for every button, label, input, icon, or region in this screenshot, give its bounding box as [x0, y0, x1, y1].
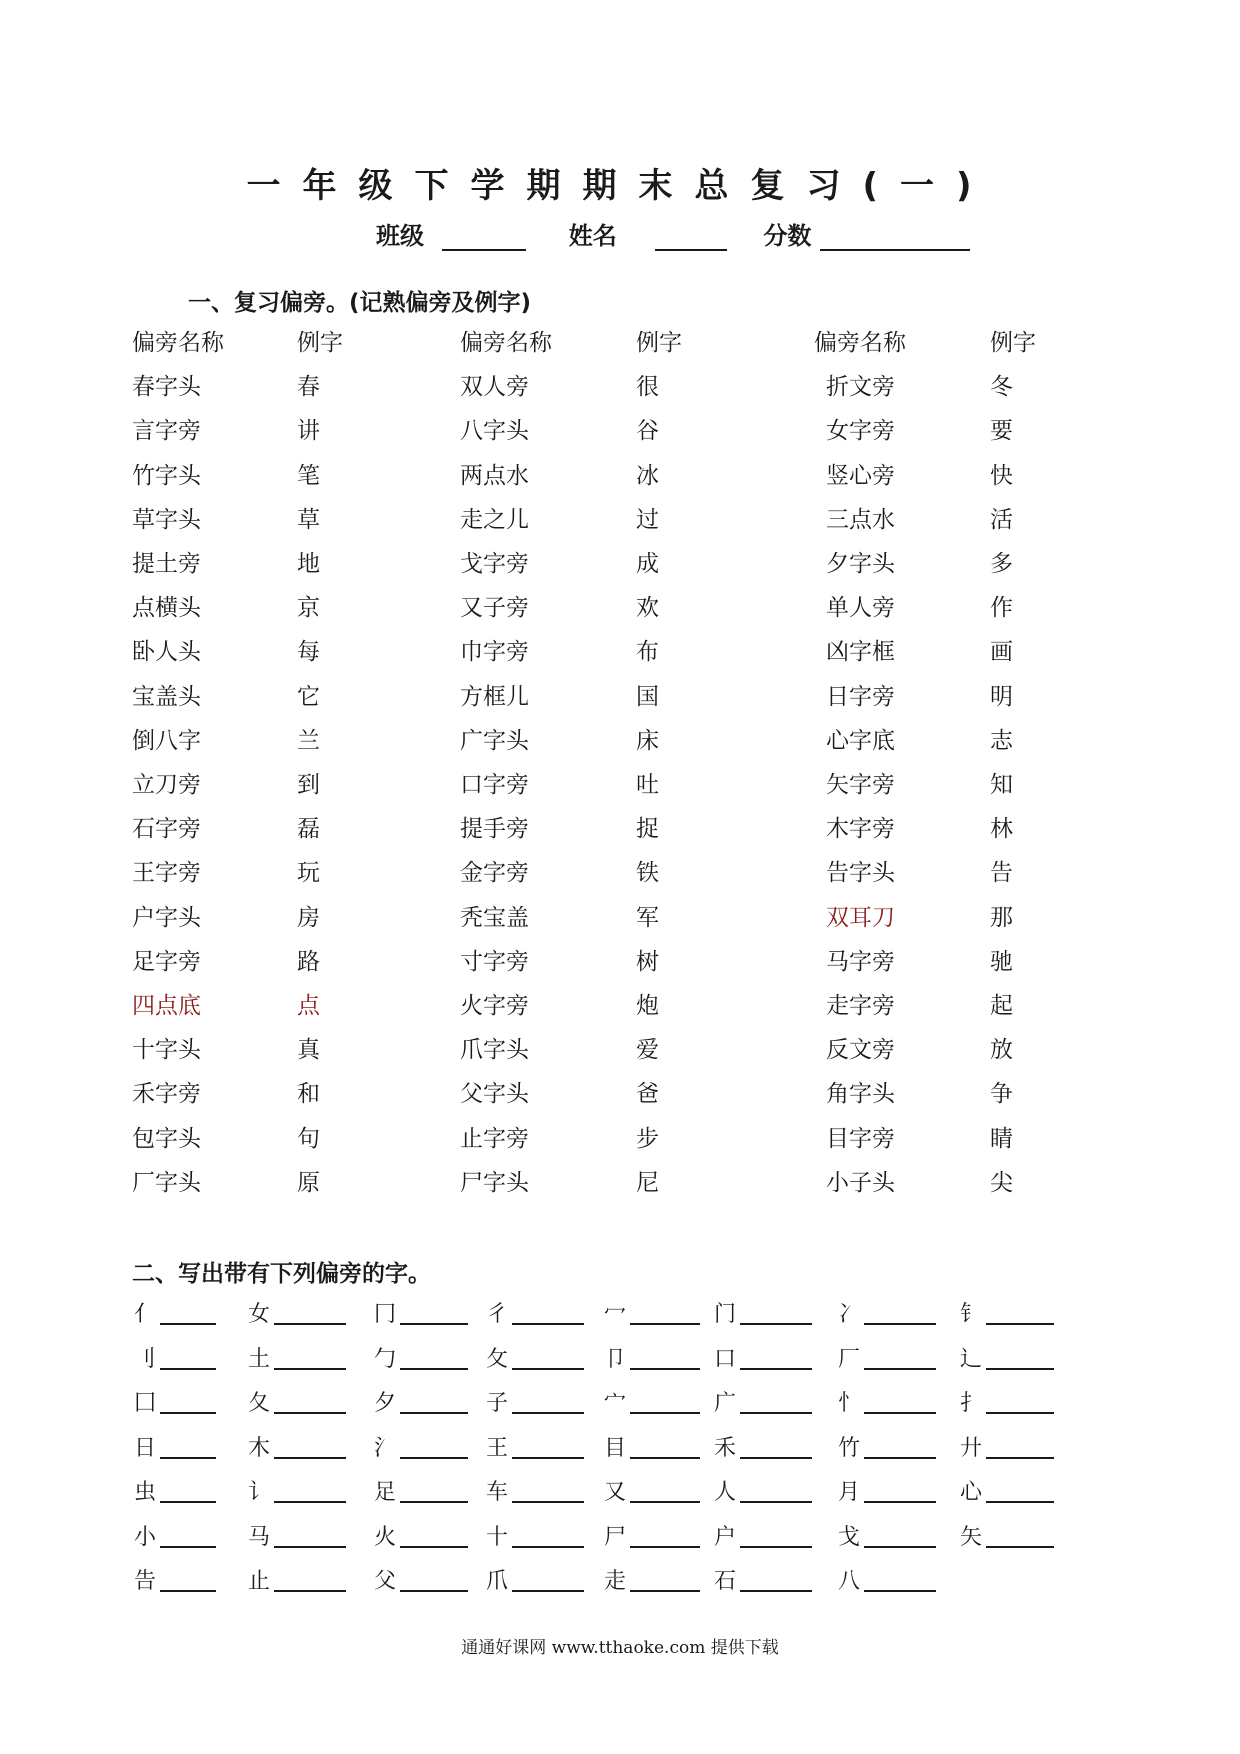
answer-blank[interactable] [274, 1366, 346, 1370]
answer-blank[interactable] [160, 1410, 216, 1414]
radical-prompt: 门 [714, 1302, 737, 1327]
example-char: 谷 [636, 418, 659, 445]
radical-name: 三点水 [826, 506, 895, 533]
example-char: 过 [636, 506, 659, 533]
answer-blank[interactable] [400, 1499, 468, 1503]
example-char: 那 [990, 904, 1013, 931]
radical-prompt: 彳 [486, 1302, 509, 1327]
radical-prompt: 尸 [604, 1524, 627, 1550]
radical-prompt: 矢 [960, 1524, 983, 1550]
radical-name: 走字旁 [826, 993, 895, 1019]
radical-name: 火字旁 [460, 993, 529, 1019]
radical-prompt: 十 [486, 1524, 509, 1550]
radical-name: 十字头 [132, 1037, 201, 1064]
radical-name: 王字旁 [132, 860, 201, 887]
answer-blank[interactable] [400, 1366, 468, 1370]
example-char: 爸 [636, 1081, 659, 1108]
radical-prompt: 冫 [838, 1302, 861, 1327]
answer-blank[interactable] [400, 1321, 468, 1325]
radical-name: 巾字旁 [460, 639, 529, 666]
example-char: 尖 [990, 1169, 1013, 1196]
radical-name: 尸字头 [460, 1169, 529, 1196]
radical-name: 石字旁 [132, 816, 201, 843]
name-label: 姓名 [568, 222, 617, 250]
answer-blank[interactable] [864, 1499, 936, 1503]
radical-prompt: 夕 [374, 1391, 397, 1416]
table-header: 例字 [990, 330, 1036, 356]
example-char: 笔 [297, 462, 320, 489]
example-char: 林 [990, 816, 1013, 843]
radical-name: 小子头 [826, 1169, 895, 1196]
radical-name: 草字头 [132, 506, 201, 533]
example-char: 步 [636, 1125, 659, 1152]
page-title: 一年级下学期期末总复习(一) [246, 166, 994, 206]
example-char: 地 [297, 551, 320, 577]
example-char: 京 [297, 595, 320, 622]
radical-name: 女字旁 [826, 418, 895, 445]
section1-heading: 一、复习偏旁。(记熟偏旁及例字) [188, 290, 532, 316]
radical-name: 单人旁 [826, 595, 895, 622]
example-char: 捉 [636, 816, 659, 843]
radical-name: 提土旁 [132, 551, 201, 577]
table-header: 偏旁名称 [460, 330, 552, 356]
class-label: 班级 [376, 222, 424, 250]
radical-name: 户字头 [132, 904, 201, 931]
example-char: 冬 [990, 374, 1013, 401]
radical-prompt: 王 [486, 1435, 509, 1461]
example-char: 句 [297, 1125, 320, 1152]
footer-text: 通通好课网 www.tthaoke.com 提供下载 [461, 1638, 779, 1658]
example-char: 知 [990, 772, 1013, 798]
radical-prompt: 小 [134, 1524, 157, 1550]
radical-prompt: 刂 [134, 1346, 157, 1372]
answer-blank[interactable] [864, 1410, 936, 1414]
radical-prompt: 父 [374, 1569, 397, 1594]
name-blank[interactable] [655, 223, 727, 251]
example-char: 欢 [636, 595, 659, 622]
example-char: 春 [297, 374, 320, 401]
answer-blank[interactable] [274, 1544, 346, 1548]
radical-prompt: 女 [248, 1302, 271, 1327]
answer-blank[interactable] [400, 1544, 468, 1548]
section2-heading: 二、写出带有下列偏旁的字。 [132, 1261, 431, 1287]
radical-name: 足字旁 [132, 948, 201, 975]
radical-prompt: 辶 [960, 1346, 983, 1372]
radical-name: 口字旁 [460, 772, 529, 798]
answer-blank[interactable] [986, 1499, 1054, 1503]
answer-blank[interactable] [512, 1499, 584, 1503]
radical-prompt: 禾 [714, 1435, 737, 1461]
example-char: 床 [636, 727, 659, 754]
radical-name: 木字旁 [826, 816, 895, 843]
example-char: 兰 [297, 727, 320, 754]
radical-prompt: 止 [248, 1569, 271, 1594]
answer-blank[interactable] [160, 1321, 216, 1325]
radical-name: 点横头 [132, 595, 201, 622]
example-char: 冰 [636, 462, 659, 489]
answer-blank[interactable] [630, 1410, 700, 1414]
example-char: 点 [297, 993, 320, 1019]
radical-prompt: 氵 [374, 1435, 397, 1461]
example-char: 成 [636, 551, 659, 577]
radical-prompt: 亻 [134, 1302, 157, 1327]
radical-name: 止字旁 [460, 1125, 529, 1152]
answer-blank[interactable] [864, 1366, 936, 1370]
answer-blank[interactable] [630, 1588, 700, 1592]
example-char: 讲 [297, 418, 320, 445]
table-header: 偏旁名称 [132, 330, 224, 356]
radical-name: 角字头 [826, 1081, 895, 1108]
example-char: 驰 [990, 948, 1013, 975]
answer-blank[interactable] [274, 1410, 346, 1414]
radical-prompt: 八 [838, 1569, 861, 1594]
radical-name: 折文旁 [826, 374, 895, 401]
radical-prompt: 忄 [838, 1391, 861, 1416]
score-label: 分数 [763, 222, 812, 250]
answer-blank[interactable] [986, 1366, 1054, 1370]
radical-prompt: 户 [714, 1524, 737, 1550]
example-char: 睛 [990, 1125, 1013, 1152]
radical-name: 八字头 [460, 418, 529, 445]
radical-name: 走之儿 [460, 506, 529, 533]
answer-blank[interactable] [160, 1544, 216, 1548]
table-header: 例字 [297, 330, 343, 356]
radical-name: 目字旁 [826, 1125, 895, 1152]
radical-name: 禾字旁 [132, 1081, 201, 1108]
example-char: 到 [297, 772, 320, 798]
radical-prompt: 宀 [604, 1391, 627, 1416]
example-char: 活 [990, 506, 1013, 533]
answer-blank[interactable] [630, 1366, 700, 1370]
answer-blank[interactable] [630, 1544, 700, 1548]
radical-name: 矢字旁 [826, 772, 895, 798]
answer-blank[interactable] [986, 1321, 1054, 1325]
table-header: 偏旁名称 [814, 330, 906, 356]
radical-prompt: 广 [714, 1391, 737, 1416]
answer-blank[interactable] [740, 1366, 812, 1370]
radical-prompt: 火 [374, 1524, 397, 1550]
radical-name: 言字旁 [132, 418, 201, 445]
answer-blank[interactable] [740, 1410, 812, 1414]
radical-name: 提手旁 [460, 816, 529, 843]
example-char: 放 [990, 1037, 1013, 1064]
example-char: 明 [990, 683, 1013, 710]
radical-prompt: 厂 [838, 1346, 861, 1372]
radical-name: 马字旁 [826, 948, 895, 975]
radical-prompt: 子 [486, 1391, 509, 1416]
radical-prompt: 土 [248, 1346, 271, 1372]
radical-prompt: 人 [714, 1480, 737, 1505]
answer-blank[interactable] [512, 1455, 584, 1459]
radical-prompt: 马 [248, 1524, 271, 1550]
radical-name: 立刀旁 [132, 772, 201, 798]
radical-name: 金字旁 [460, 860, 529, 887]
radical-name: 父字头 [460, 1081, 529, 1108]
answer-blank[interactable] [740, 1588, 812, 1592]
answer-blank[interactable] [630, 1455, 700, 1459]
table-header: 例字 [636, 330, 682, 356]
radical-prompt: 木 [248, 1435, 271, 1461]
radical-name: 双人旁 [460, 374, 529, 401]
answer-blank[interactable] [400, 1588, 468, 1592]
radical-prompt: 攵 [486, 1346, 509, 1372]
radical-name: 日字旁 [826, 683, 895, 710]
example-char: 尼 [636, 1169, 659, 1196]
radical-name: 竹字头 [132, 462, 201, 489]
radical-name: 戈字旁 [460, 551, 529, 577]
example-char: 布 [636, 639, 659, 666]
example-char: 国 [636, 683, 659, 710]
radical-prompt: 钅 [960, 1302, 983, 1327]
answer-blank[interactable] [512, 1544, 584, 1548]
answer-blank[interactable] [740, 1499, 812, 1503]
example-char: 真 [297, 1037, 320, 1064]
example-char: 画 [990, 639, 1013, 666]
example-char: 多 [990, 551, 1013, 577]
example-char: 快 [990, 462, 1013, 489]
example-char: 它 [297, 683, 320, 710]
example-char: 起 [990, 993, 1013, 1019]
radical-name: 宝盖头 [132, 683, 201, 710]
answer-blank[interactable] [274, 1455, 346, 1459]
radical-name: 又子旁 [460, 595, 529, 622]
radical-name: 方框儿 [460, 683, 529, 710]
radical-name: 两点水 [460, 462, 529, 489]
radical-name: 夕字头 [826, 551, 895, 577]
answer-blank[interactable] [986, 1544, 1054, 1548]
radical-name: 四点底 [132, 993, 201, 1019]
radical-prompt: 虫 [134, 1480, 157, 1505]
example-char: 路 [297, 948, 320, 975]
example-char: 作 [990, 595, 1013, 622]
radical-prompt: 扌 [960, 1391, 983, 1416]
example-char: 志 [990, 727, 1013, 754]
radical-prompt: 廾 [960, 1435, 983, 1461]
example-char: 房 [297, 904, 320, 931]
radical-prompt: 冂 [374, 1302, 397, 1327]
radical-name: 心字底 [826, 727, 895, 754]
answer-blank[interactable] [864, 1544, 936, 1548]
radical-name: 寸字旁 [460, 948, 529, 975]
radical-prompt: 竹 [838, 1435, 861, 1461]
radical-prompt: 讠 [248, 1480, 271, 1505]
radical-name: 倒八字 [132, 727, 201, 754]
radical-prompt: 石 [714, 1569, 737, 1594]
radical-prompt: 口 [714, 1346, 737, 1372]
example-char: 和 [297, 1081, 320, 1108]
radical-prompt: 车 [486, 1480, 509, 1505]
example-char: 吐 [636, 772, 659, 798]
answer-blank[interactable] [512, 1410, 584, 1414]
example-char: 每 [297, 639, 320, 666]
student-info-line [376, 216, 970, 251]
example-char: 爱 [636, 1037, 659, 1064]
radical-prompt: 月 [838, 1480, 861, 1505]
answer-blank[interactable] [160, 1366, 216, 1370]
answer-blank[interactable] [274, 1321, 346, 1325]
example-char: 争 [990, 1081, 1013, 1108]
radical-prompt: 告 [134, 1569, 157, 1594]
radical-name: 包字头 [132, 1125, 201, 1152]
radical-prompt: 卩 [604, 1346, 627, 1372]
answer-blank[interactable] [986, 1455, 1054, 1459]
score-blank[interactable] [820, 223, 970, 251]
answer-blank[interactable] [160, 1455, 216, 1459]
answer-blank[interactable] [740, 1455, 812, 1459]
radical-name: 广字头 [460, 727, 529, 754]
radical-name: 春字头 [132, 374, 201, 401]
radical-name: 卧人头 [132, 639, 201, 666]
answer-blank[interactable] [630, 1499, 700, 1503]
radical-prompt: 心 [960, 1480, 983, 1505]
radical-name: 反文旁 [826, 1037, 895, 1064]
answer-blank[interactable] [864, 1321, 936, 1325]
example-char: 原 [297, 1169, 320, 1196]
radical-prompt: 爪 [486, 1569, 509, 1594]
example-char: 树 [636, 948, 659, 975]
answer-blank[interactable] [740, 1321, 812, 1325]
radical-prompt: 日 [134, 1435, 157, 1461]
answer-blank[interactable] [630, 1321, 700, 1325]
answer-blank[interactable] [160, 1499, 216, 1503]
example-char: 玩 [297, 860, 320, 887]
radical-prompt: 夂 [248, 1391, 271, 1416]
class-blank[interactable] [442, 223, 526, 251]
radical-prompt: 走 [604, 1569, 627, 1594]
radical-name: 双耳刀 [826, 904, 895, 931]
radical-prompt: 囗 [134, 1391, 157, 1416]
answer-blank[interactable] [400, 1410, 468, 1414]
radical-prompt: 冖 [604, 1302, 627, 1327]
answer-blank[interactable] [400, 1455, 468, 1459]
answer-blank[interactable] [512, 1588, 584, 1592]
answer-blank[interactable] [274, 1499, 346, 1503]
example-char: 草 [297, 506, 320, 533]
example-char: 很 [636, 374, 659, 401]
radical-prompt: 戈 [838, 1524, 861, 1550]
example-char: 军 [636, 904, 659, 931]
radical-name: 凶字框 [826, 639, 895, 666]
radical-name: 告字头 [826, 860, 895, 887]
answer-blank[interactable] [160, 1588, 216, 1592]
example-char: 告 [990, 860, 1013, 887]
radical-prompt: 目 [604, 1435, 627, 1461]
example-char: 磊 [297, 816, 320, 843]
answer-blank[interactable] [512, 1321, 584, 1325]
radical-prompt: 又 [604, 1480, 627, 1505]
radical-name: 竖心旁 [826, 462, 895, 489]
radical-prompt: 勹 [374, 1346, 397, 1372]
example-char: 要 [990, 418, 1013, 445]
radical-name: 秃宝盖 [460, 904, 529, 931]
answer-blank[interactable] [986, 1410, 1054, 1414]
example-char: 炮 [636, 993, 659, 1019]
answer-blank[interactable] [274, 1588, 346, 1592]
answer-blank[interactable] [864, 1588, 936, 1592]
radical-name: 厂字头 [132, 1169, 201, 1196]
answer-blank[interactable] [740, 1544, 812, 1548]
answer-blank[interactable] [864, 1455, 936, 1459]
radical-prompt: 足 [374, 1480, 397, 1505]
radical-name: 爪字头 [460, 1037, 529, 1064]
example-char: 铁 [636, 860, 659, 887]
answer-blank[interactable] [512, 1366, 584, 1370]
